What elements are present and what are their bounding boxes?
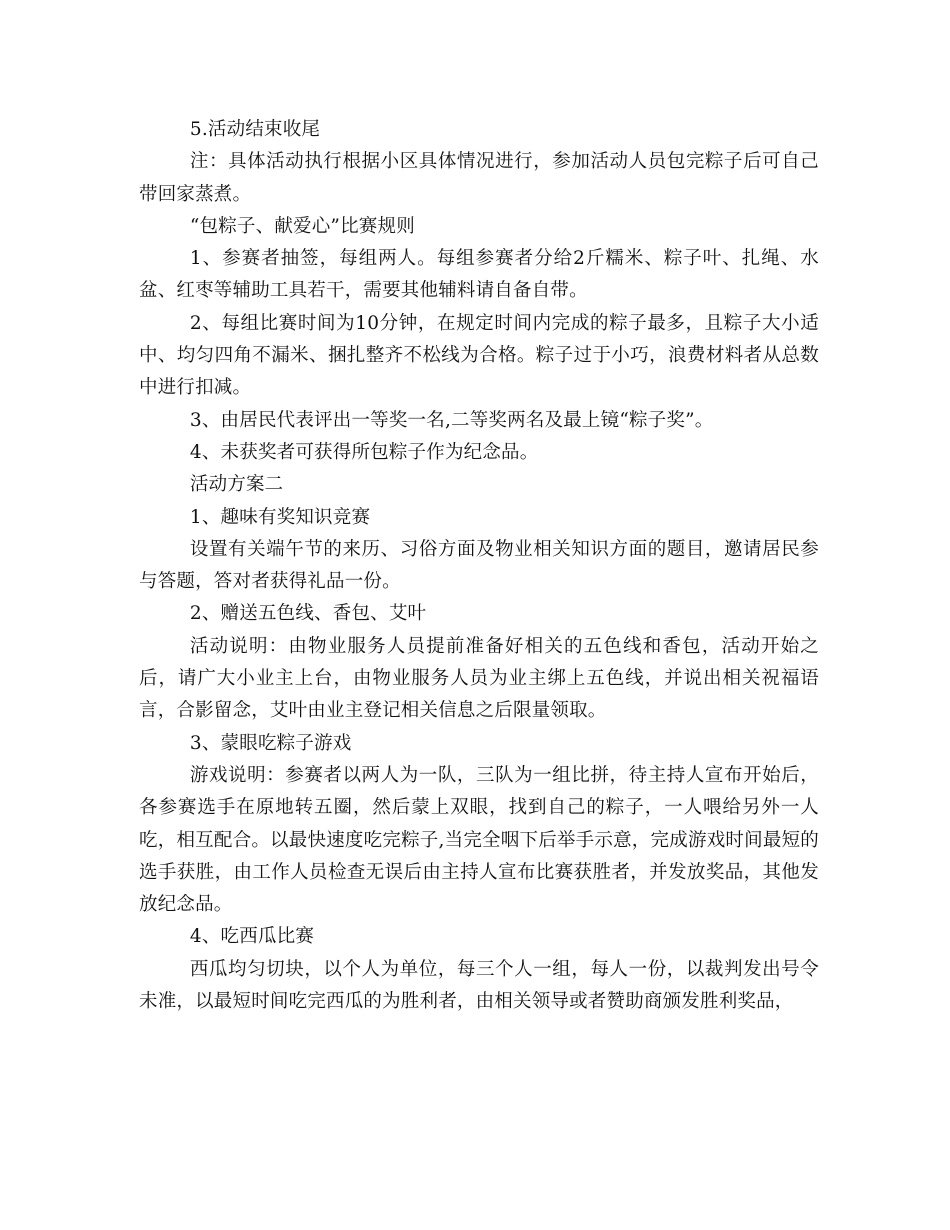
activity-2-heading: 2、赠送五色线、香包、艾叶 <box>189 603 427 625</box>
rule-1-paragraph: 1、参赛者抽签，每组两人。每组参赛者分给2斤糯米、粽子叶、扎绳、水盆、红枣等辅助工具若干，需要其他辅料请自备自带。 <box>139 248 819 302</box>
section-step-5-heading: 5.活动结束收尾 <box>189 119 321 140</box>
rule-4-paragraph: 4、未获奖者可获得所包粽子作为纪念品。 <box>189 441 539 463</box>
note-paragraph: 注：具体活动执行根据小区具体情况进行，参加活动人员包完粽子后可自己带回家蒸煮。 <box>139 151 819 205</box>
activity-4-description: 西瓜均匀切块，以个人为单位，每三个人一组，每人一份，以裁判发出号令未准，以最短时间吃完西瓜的为胜利者，由相关领导或者赞助商颁发胜利奖品， <box>139 958 819 1013</box>
rules-heading: “包粽子、献爱心”比赛规则 <box>189 215 415 237</box>
rule-2-paragraph: 2、每组比赛时间为10分钟，在规定时间内完成的粽子最多，且粽子大小适中、均匀四角不漏米、捆扎整齐不松线为合格。粽子过于小巧，浪费材料者从总数中进行扣减。 <box>139 312 819 399</box>
activity-3-heading: 3、蒙眼吃粽子游戏 <box>189 732 352 754</box>
document-body <box>139 114 819 1018</box>
activity-4-heading: 4、吃西瓜比赛 <box>189 926 315 948</box>
plan-two-heading: 活动方案二 <box>189 474 284 496</box>
activity-1-heading: 1、趣味有奖知识竞赛 <box>189 506 371 528</box>
activity-1-description: 设置有关端午节的来历、习俗方面及物业相关知识方面的题目，邀请居民参与答题，答对者获得礼品一份。 <box>139 538 819 593</box>
activity-2-description: 活动说明：由物业服务人员提前准备好相关的五色线和香包，活动开始之后，请广大小业主上台，由物业服务人员为业主绑上五色线，并说出相关祝福语言，合影留念，艾叶由业主登记相关信息之后限量领取。 <box>139 635 819 722</box>
rule-3-paragraph: 3、由居民代表评出一等奖一名,二等奖两名及最上镜“粽子奖”。 <box>189 409 714 431</box>
activity-3-description: 游戏说明：参赛者以两人为一队，三队为一组比拼，待主持人宣布开始后，各参赛选手在原地转五圈，然后蒙上双眼，找到自己的粽子，一人喂给另外一人吃，相互配合。以最快速度吃完粽子,当完全咽下后举手示意，完成游戏时间最短的选手获胜，由工作人员检查无误后由主持人宣布比赛获胜者，并发放奖品，其他发放纪念品。 <box>139 764 819 916</box>
